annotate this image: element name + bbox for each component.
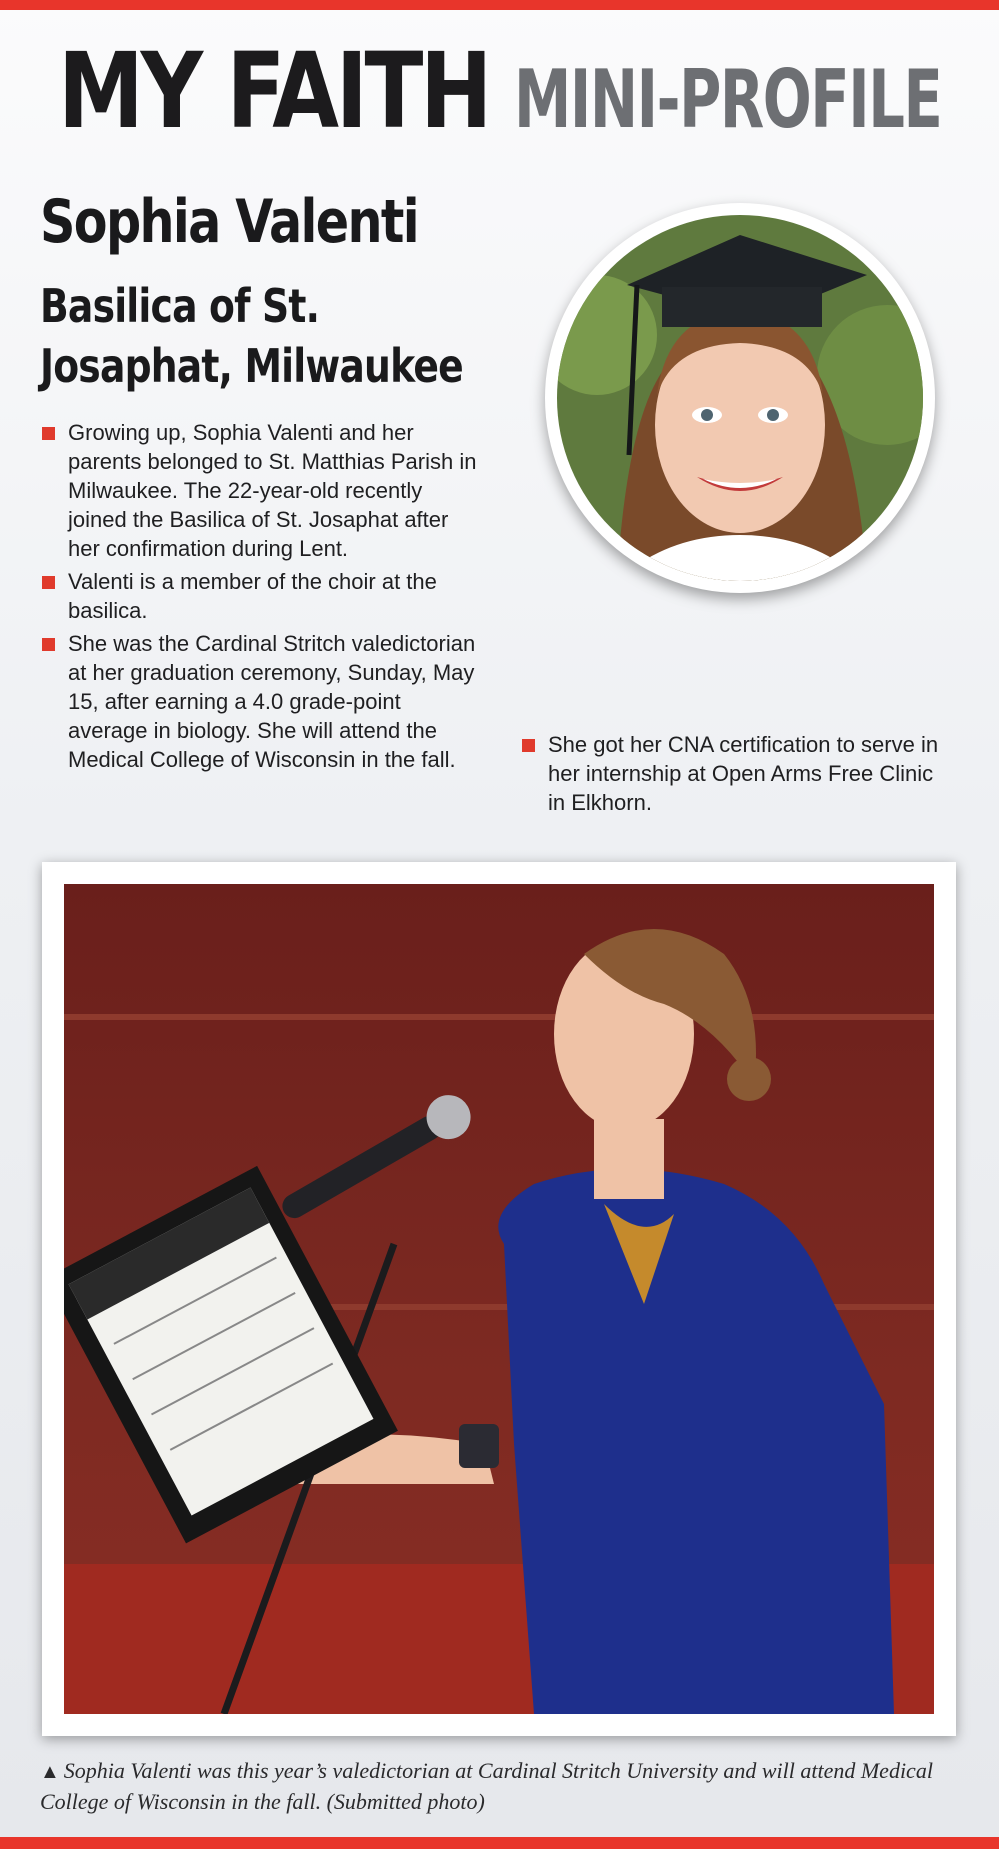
singing-photo xyxy=(64,884,934,1714)
fact-item: She was the Cardinal Stritch valedictorian at her graduation ceremony, Sunday, May 15, after earning a 4.0 grade-point average in biology. She will attend the Medical College of Wisconsin in the fall. xyxy=(40,629,480,774)
fact-item: Valenti is a member of the choir at the basilica. xyxy=(40,567,480,625)
header-subtitle: MINI-PROFILE xyxy=(514,53,942,146)
feature-photo-frame xyxy=(42,862,956,1736)
profile-parish: Basilica of St. Josaphat, Milwaukee xyxy=(40,279,463,393)
top-accent-rule xyxy=(0,0,999,10)
caption-text: Sophia Valenti was this year’s valedictorian at Cardinal Stritch University and will attend Medical College of Wisconsin in the fall. (Submitted photo) xyxy=(40,1758,933,1814)
profile-name: Sophia Valenti xyxy=(40,187,418,257)
fact-item: She got her CNA certification to serve in her internship at Open Arms Free Clinic in Elkhorn. xyxy=(520,730,940,817)
bottom-accent-rule xyxy=(0,1837,999,1849)
graduation-portrait-illustration xyxy=(557,215,923,581)
profile-facts-list-right xyxy=(520,730,940,821)
fact-item: Growing up, Sophia Valenti and her parents belonged to St. Matthias Parish in Milwaukee. The 22-year-old recently joined the Basilica of St. Josaphat after her confirmation during Lent. xyxy=(40,418,480,563)
graduation-portrait xyxy=(557,215,923,581)
singing-photo-illustration xyxy=(64,884,934,1714)
section-header xyxy=(58,26,958,156)
header-title: MY FAITH xyxy=(58,30,490,152)
profile-facts-list xyxy=(40,418,480,778)
photo-caption xyxy=(40,1756,960,1817)
portrait-photo-frame xyxy=(545,203,935,593)
caption-marker-icon: ▲ xyxy=(40,1761,60,1783)
